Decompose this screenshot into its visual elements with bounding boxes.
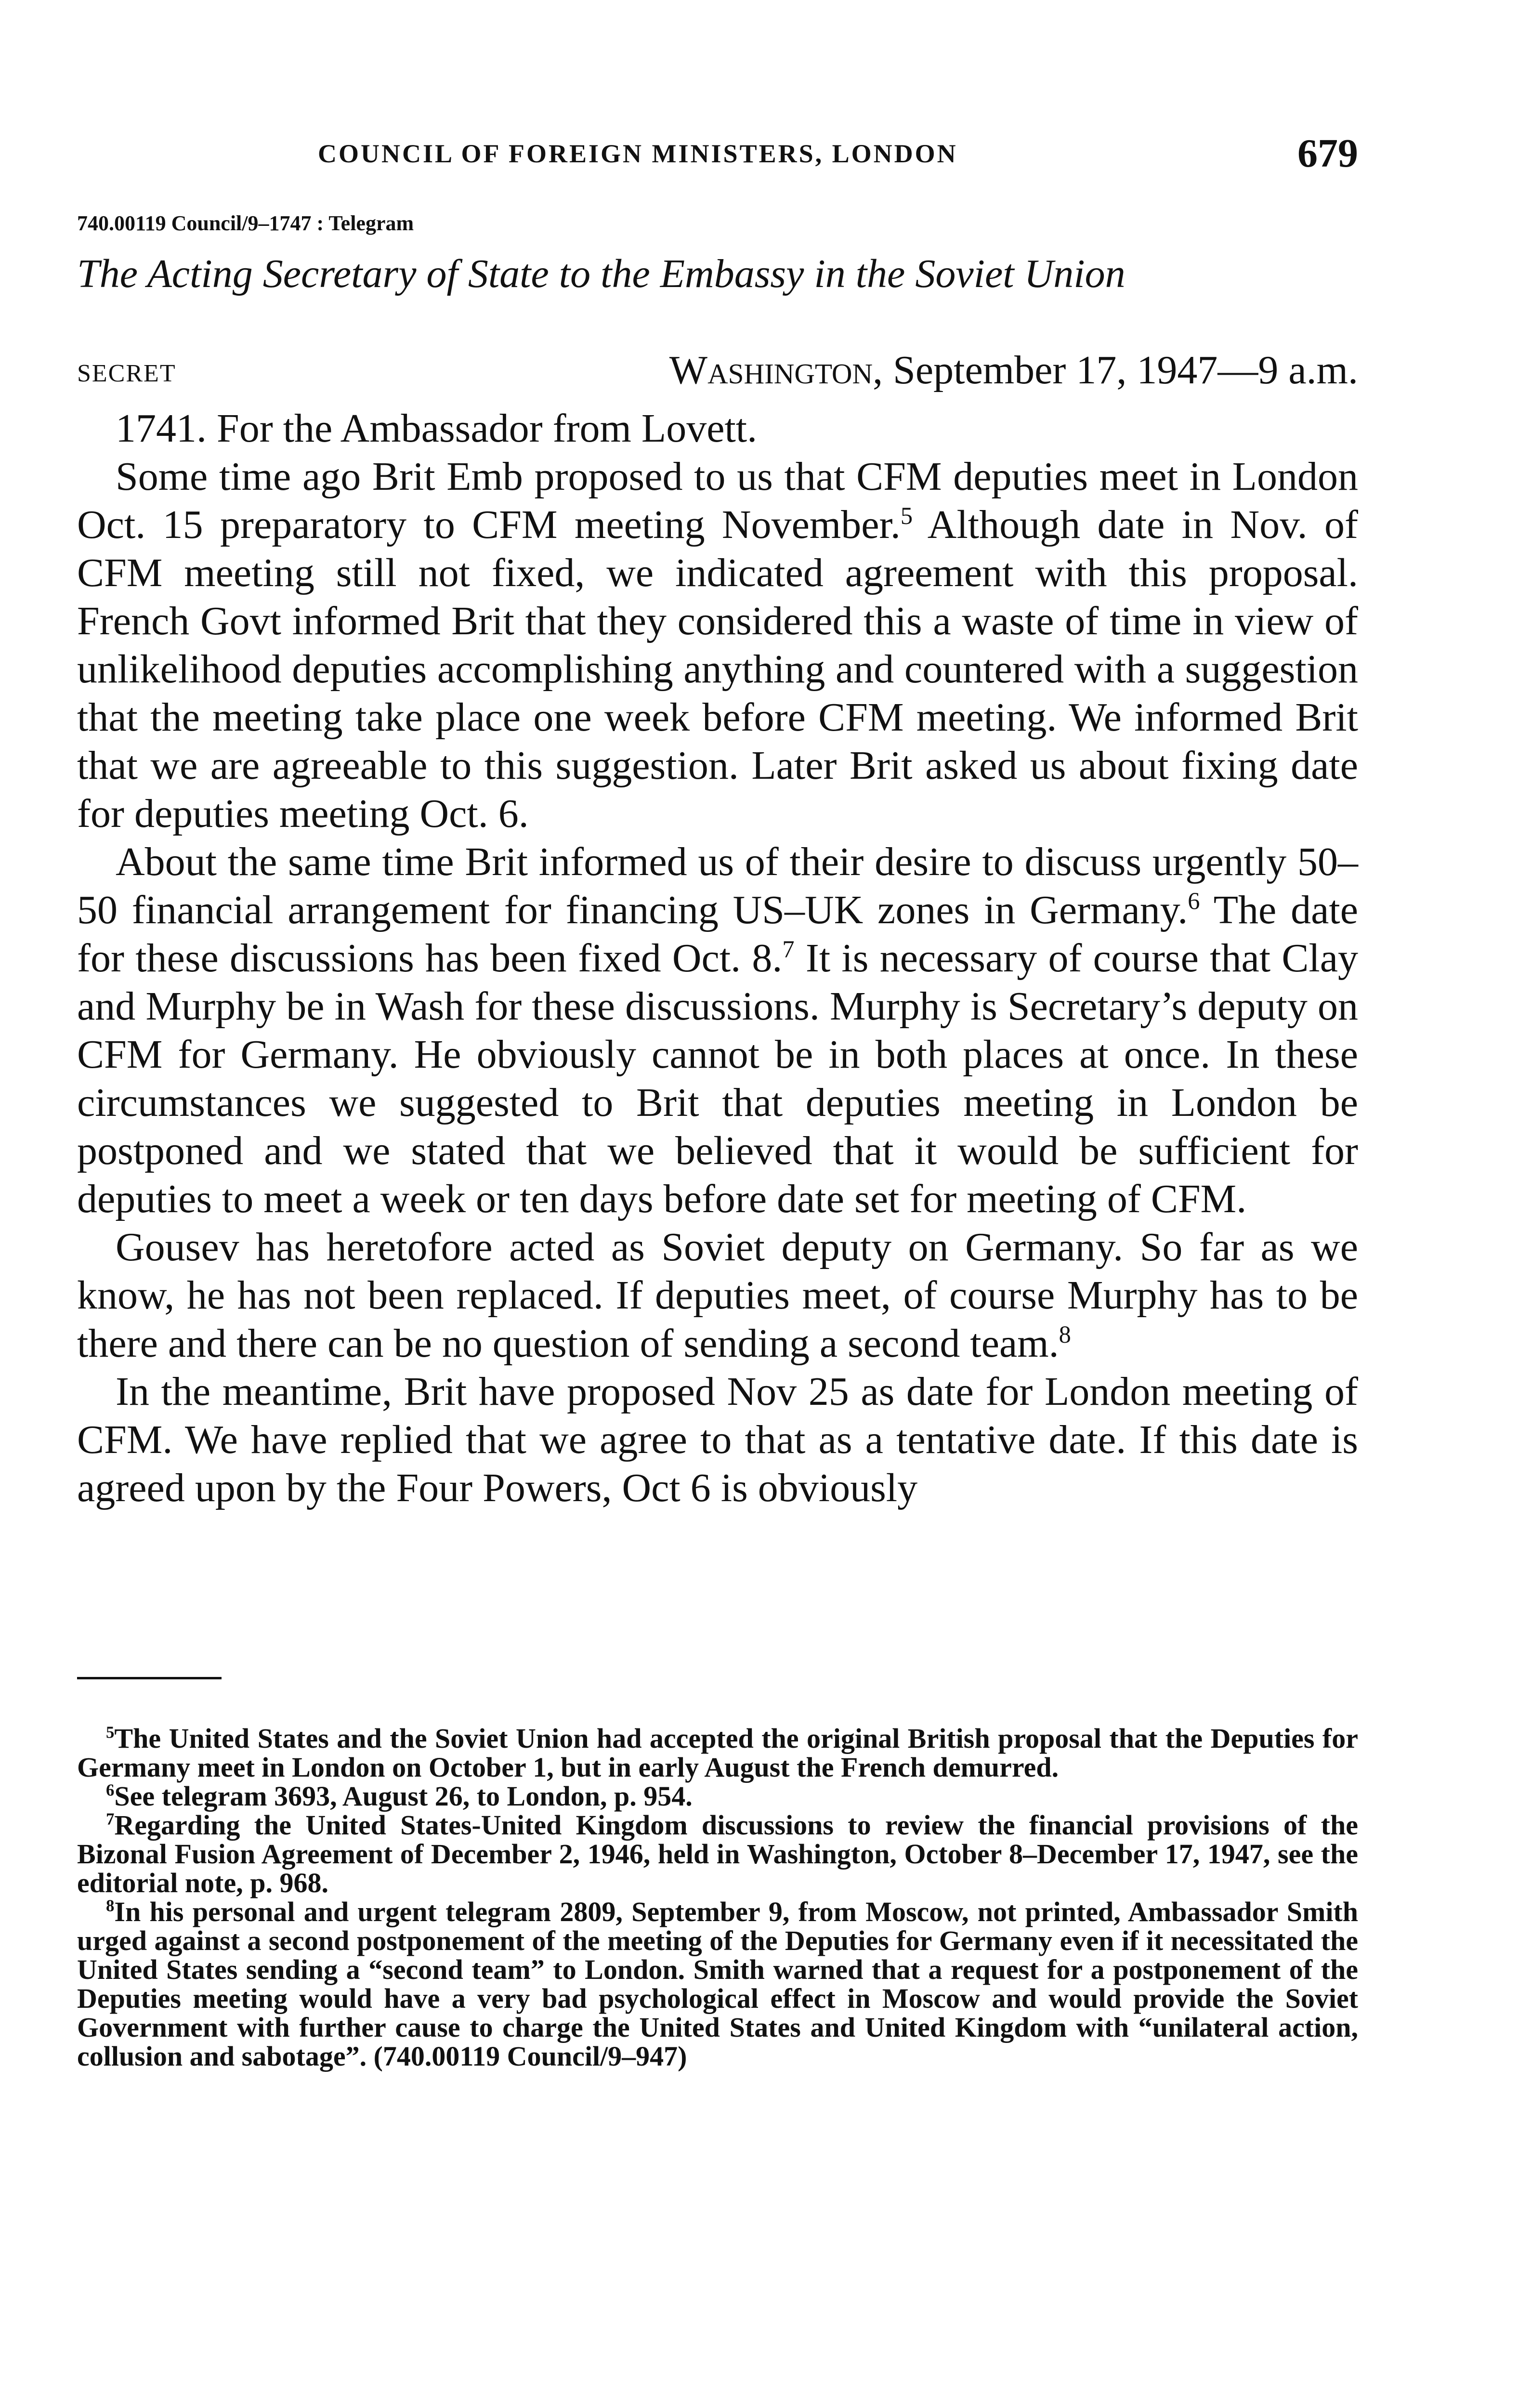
place-date bbox=[669, 347, 1358, 393]
footnote-mark: 8 bbox=[106, 1896, 115, 1915]
paragraph bbox=[77, 1368, 1358, 1512]
page-number: 679 bbox=[1297, 131, 1358, 176]
footnote-divider bbox=[77, 1677, 222, 1679]
footnote-text: In his personal and urgent telegram 2809, September 9, from Moscow, not printed, Ambassador Smith urged against a second postponement of the meeting of the Deputies for Germany even if it necessitated the United States sending a “second team” to London. Smith warned that a request for a postponement of the Deputies meeting would have a very bad psychological effect in Moscow and would provide the Soviet Government with further cause to charge the United States and United Kingdom with “unilateral action, collusion and sabotage”. (740.00119 Council/9–947) bbox=[77, 1896, 1358, 2072]
paragraph bbox=[77, 838, 1358, 1223]
footnote-mark: 5 bbox=[106, 1723, 115, 1742]
footnote-ref[interactable]: 7 bbox=[782, 936, 795, 963]
paragraph-text: It is necessary of course that Clay and Murphy be in Wash for these discussions. Murphy is Secretary’s deputy on CFM for Germany. He obviously cannot be in both places at once. In these circumstances we suggested to Brit that deputies meeting in London be postponed and we stated that we believed that it would be sufficient for deputies to meet a week or ten days before date set for meeting of CFM. bbox=[77, 936, 1358, 1221]
place: Washington, bbox=[669, 348, 883, 393]
dateline bbox=[77, 347, 1358, 400]
paragraph-text: About the same time Brit informed us of their desire to discuss urgently 50–50 financial arrangement for financing US–UK zones in Germany. bbox=[77, 839, 1358, 932]
footnote-text: The United States and the Soviet Union had accepted the original British proposal that the Deputies for Germany meet in London on October 1, but in early August the French demurred. bbox=[77, 1723, 1358, 1783]
footnote-mark: 7 bbox=[106, 1809, 115, 1829]
file-number: 740.00119 Council/9–1747 : Telegram bbox=[77, 211, 414, 235]
footnote-ref[interactable]: 6 bbox=[1188, 888, 1200, 915]
paragraph-text: The date for these discussions has been fixed Oct. 8. bbox=[77, 888, 1358, 981]
footnote-text: Regarding the United States-United Kingdom discussions to review the financial provisions of the Bizonal Fusion Agreement of December 2, 1946, held in Washington, October 8–December 17, 1947, see the editorial note, p. 968. bbox=[77, 1809, 1358, 1898]
paragraph bbox=[77, 453, 1358, 838]
running-title: COUNCIL OF FOREIGN MINISTERS, LONDON bbox=[318, 139, 958, 168]
footnote bbox=[77, 1724, 1358, 1782]
footnotes bbox=[77, 1724, 1358, 2071]
footnote-ref[interactable]: 8 bbox=[1059, 1321, 1071, 1348]
footnote bbox=[77, 1782, 1358, 1811]
classification-label: SECRET bbox=[77, 360, 176, 387]
paragraph-text: Some time ago Brit Emb proposed to us that CFM deputies meet in London Oct. 15 preparatory to CFM meeting November. bbox=[77, 454, 1358, 547]
paragraph-text: Gousev has heretofore acted as Soviet deputy on Germany. So far as we know, he has not been replaced. If deputies meet, of course Murphy has to be there and there can be no question of sending a second team. bbox=[77, 1225, 1358, 1366]
footnote bbox=[77, 1811, 1358, 1898]
paragraph-text: 1741. For the Ambassador from Lovett. bbox=[116, 406, 758, 451]
date: September 17, 1947—9 a.m. bbox=[893, 348, 1358, 393]
paragraph bbox=[77, 405, 1358, 453]
paragraph bbox=[77, 1223, 1358, 1368]
footnote-ref[interactable]: 5 bbox=[900, 502, 913, 529]
paragraph-text: In the meantime, Brit have proposed Nov 25 as date for London meeting of CFM. We have replied that we agree to that as a tentative date. If this date is agreed upon by the Four Powers, Oct 6 is obviously bbox=[77, 1369, 1358, 1510]
running-head bbox=[77, 130, 1358, 183]
document-title: The Acting Secretary of State to the Embassy in the Soviet Union bbox=[77, 251, 1125, 296]
footnote bbox=[77, 1898, 1358, 2071]
footnote-mark: 6 bbox=[106, 1780, 115, 1800]
paragraph-text: Although date in Nov. of CFM meeting still not fixed, we indicated agreement with this proposal. French Govt informed Brit that they considered this a waste of time in view of unlikelihood deputies accomplishing anything and countered with a suggestion that the meeting take place one week before CFM meeting. We informed Brit that we are agreeable to this suggestion. Later Brit asked us about fixing date for deputies meeting Oct. 6. bbox=[77, 502, 1358, 836]
telegram-body bbox=[77, 405, 1358, 1512]
footnote-text: See telegram 3693, August 26, to London, p. 954. bbox=[114, 1780, 693, 1812]
